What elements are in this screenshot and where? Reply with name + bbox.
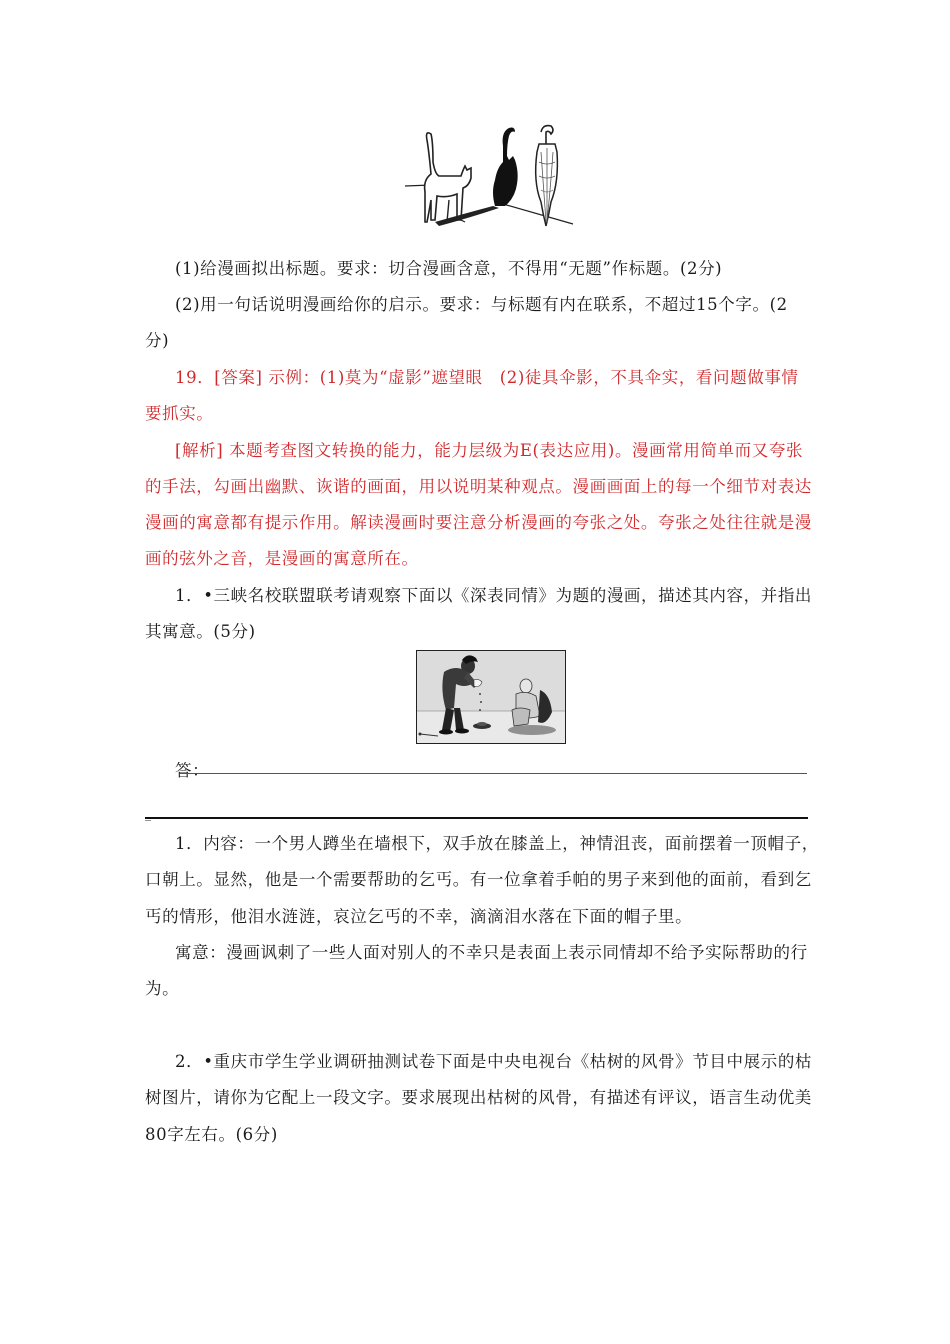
question1-line2: 其寓意。(5分): [145, 622, 256, 641]
question1-answer-label: 答：: [175, 761, 210, 780]
answer19-analysis-line3: 漫画的寓意都有提示作用。解读漫画时要注意分析漫画的夸张之处。夸张之处往往就是漫: [145, 513, 812, 532]
section-divider: [145, 817, 808, 819]
question2-line2: 树图片，请你为它配上一段文字。要求展现出枯树的风骨，有描述有评议，语言生动优美: [145, 1088, 812, 1107]
question2-line3: 80字左右。(6分): [145, 1125, 278, 1144]
question2-line1: 2．•重庆市学生学业调研抽测试卷下面是中央电视台《枯树的风骨》节目中展示的枯: [175, 1052, 813, 1071]
stray-underscore: _: [145, 807, 151, 821]
cat-umbrella-cartoon: [403, 122, 578, 228]
sympathy-cartoon: [416, 650, 566, 744]
answer-input-line: [180, 773, 807, 774]
answer1-meaning-line1: 寓意：漫画讽刺了一些人面对别人的不幸只是表面上表示同情却不给予实际帮助的行: [175, 943, 808, 962]
answer1-content-line3: 丐的情形，他泪水涟涟，哀泣乞丐的不幸，滴滴泪水落在下面的帽子里。: [145, 907, 693, 926]
answer19-analysis-line2: 的手法，勾画出幽默、诙谐的画面，用以说明某种观点。漫画画面上的每一个细节对表达: [145, 477, 812, 496]
answer19-line2: 要抓实。: [145, 404, 214, 423]
q19-item1: (1)给漫画拟出标题。要求：切合漫画含意，不得用“无题”作标题。(2分): [175, 259, 723, 278]
answer1-meaning-line2: 为。: [145, 979, 180, 998]
answer19-line1: 19．[答案] 示例：(1)莫为“虚影”遮望眼 (2)徒具伞影，不具伞实，看问题做事情: [175, 368, 799, 387]
question1-line1: 1．•三峡名校联盟联考请观察下面以《深表同情》为题的漫画，描述其内容，并指出: [175, 586, 813, 605]
q19-item2-line2: 分): [145, 331, 170, 350]
answer19-analysis-line1: [解析] 本题考查图文转换的能力，能力层级为E(表达应用)。漫画常用简单而又夸张: [175, 441, 804, 460]
q19-item2-line1: (2)用一句话说明漫画给你的启示。要求：与标题有内在联系，不超过15个字。(2: [175, 295, 788, 314]
answer19-analysis-line4: 画的弦外之音，是漫画的寓意所在。: [145, 549, 419, 568]
answer1-content-line2: 口朝上。显然，他是一个需要帮助的乞丐。有一位拿着手帕的男子来到他的面前，看到乞: [145, 870, 812, 889]
answer1-content-line1: 1．内容：一个男人蹲坐在墙根下，双手放在膝盖上，神情沮丧，面前摆着一顶帽子，: [175, 834, 819, 853]
